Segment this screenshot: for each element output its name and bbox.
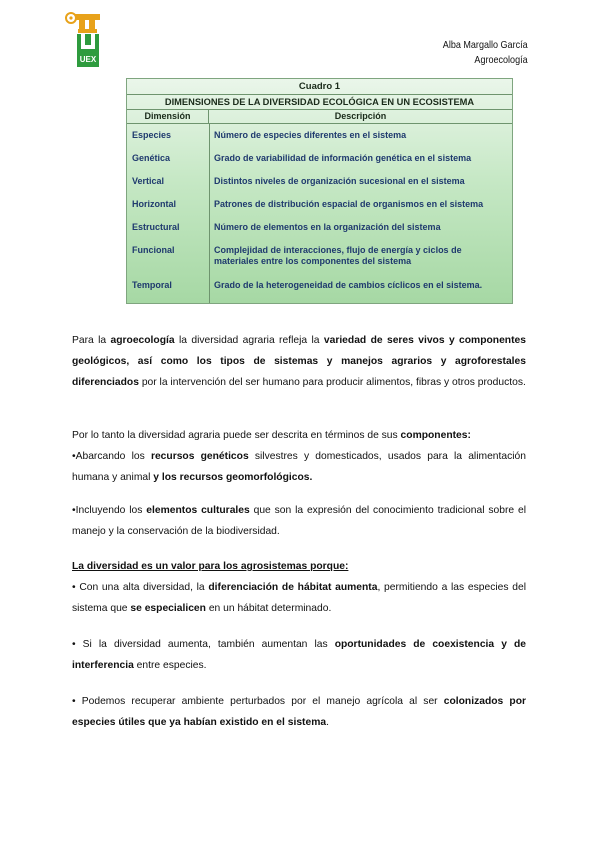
description-cell: Grado de variabilidad de información genética en el sistema xyxy=(214,153,472,163)
text-run: , permitiendo a las especies del sistema que xyxy=(72,582,526,614)
diversity-table xyxy=(126,78,513,304)
dimension-cell: Genética xyxy=(132,153,171,163)
table-row xyxy=(127,222,512,233)
description-cell: Número de especies diferentes en el sistema xyxy=(214,130,407,140)
text-run: • Si la diversidad aumenta, también aumentan las xyxy=(72,639,335,650)
column-header-dimension: Dimensión xyxy=(127,110,209,123)
bold-term: diferenciación de hábitat aumenta xyxy=(208,582,378,593)
text-run: •Abarcando los xyxy=(72,451,151,462)
column-header-description: Descripción xyxy=(334,111,387,121)
table-row xyxy=(127,153,512,164)
text-run: silvestres y domesticados, usados para la alimentación humana y animal xyxy=(72,451,526,483)
description-cell: Patrones de distribución espacial de organismos en el sistema xyxy=(214,199,484,209)
text-run: •Incluyendo los xyxy=(72,505,147,516)
page-header xyxy=(443,38,528,68)
bold-term: se especialicen xyxy=(130,603,206,614)
bold-term: agroecología xyxy=(110,335,175,346)
bold-term: y los recursos geomorfológicos. xyxy=(153,472,313,483)
description-cell: Complejidad de interacciones, flujo de energía y ciclos de materiales entre los componentes del sistema xyxy=(214,245,462,266)
bold-term: colonizados por especies útiles que ya habían existido en el sistema xyxy=(72,696,527,728)
table-header-row xyxy=(127,110,512,124)
description-cell: Distintos niveles de organización sucesional en el sistema xyxy=(214,176,465,186)
table-title: DIMENSIONES DE LA DIVERSIDAD ECOLÓGICA EN UN ECOSISTEMA xyxy=(127,95,512,110)
dimension-cell: Temporal xyxy=(132,280,172,290)
table-row xyxy=(127,176,512,187)
text-run: en un hábitat determinado. xyxy=(205,603,332,614)
bold-term: elementos culturales xyxy=(146,505,250,516)
text-run: por la intervención del ser humano para producir alimentos, fibras y otros productos. xyxy=(138,377,526,388)
paragraph-cultural-elements xyxy=(72,500,526,542)
table-row xyxy=(127,280,512,291)
paragraph-agroecology xyxy=(72,330,526,393)
text-run: • Con una alta diversidad, la xyxy=(72,582,209,593)
table-row xyxy=(127,130,512,141)
text-run: . xyxy=(326,717,329,728)
table-caption: Cuadro 1 xyxy=(127,79,512,95)
dimension-cell: Funcional xyxy=(132,245,175,255)
bold-term: componentes: xyxy=(400,430,471,441)
author-name: Alba Margallo García xyxy=(443,39,528,51)
paragraph-habitat xyxy=(72,577,526,619)
section-heading xyxy=(72,556,526,577)
dimension-cell: Horizontal xyxy=(132,199,176,209)
subject-name: Agroecología xyxy=(474,54,528,66)
bold-term: variedad de seres vivos y componentes geológicos, así como los tipos de sistemas y manejos agrarios y agroforestales diferenciados xyxy=(72,335,526,388)
logo-text: UEX xyxy=(79,55,97,64)
description-cell: Grado de la heterogeneidad de cambios cíclicos en el sistema. xyxy=(214,280,483,290)
paragraph-recovery xyxy=(72,691,526,733)
paragraph-coexistence xyxy=(72,634,526,676)
text-run: que son la expresión del conocimiento tradicional sobre el manejo y la conservación de la biodiversidad. xyxy=(72,505,527,537)
paragraph-components xyxy=(72,425,526,446)
text-run: Para la xyxy=(72,335,111,346)
table-row xyxy=(127,245,512,267)
dimension-cell: Estructural xyxy=(132,222,180,232)
dimension-cell: Vertical xyxy=(132,176,165,186)
description-cell: Número de elementos en la organización del sistema xyxy=(214,222,441,232)
text-run: Por lo tanto la diversidad agraria puede ser descrita en términos de sus xyxy=(72,430,401,441)
bold-term: oportunidades de coexistencia y de interferencia xyxy=(72,639,526,671)
table-body xyxy=(127,124,512,303)
text-run: la diversidad agraria refleja la xyxy=(174,335,324,346)
text-run: • Podemos recuperar ambiente perturbados por el manejo agrícola al ser xyxy=(72,696,444,707)
table-row xyxy=(127,199,512,210)
heading-text: La diversidad es un valor para los agrosistemas porque: xyxy=(72,561,349,572)
text-run: entre especies. xyxy=(133,660,207,671)
paragraph-genetic-resources xyxy=(72,446,526,488)
bold-term: recursos genéticos xyxy=(150,451,249,462)
dimension-cell: Especies xyxy=(132,130,172,140)
university-logo xyxy=(64,10,104,68)
